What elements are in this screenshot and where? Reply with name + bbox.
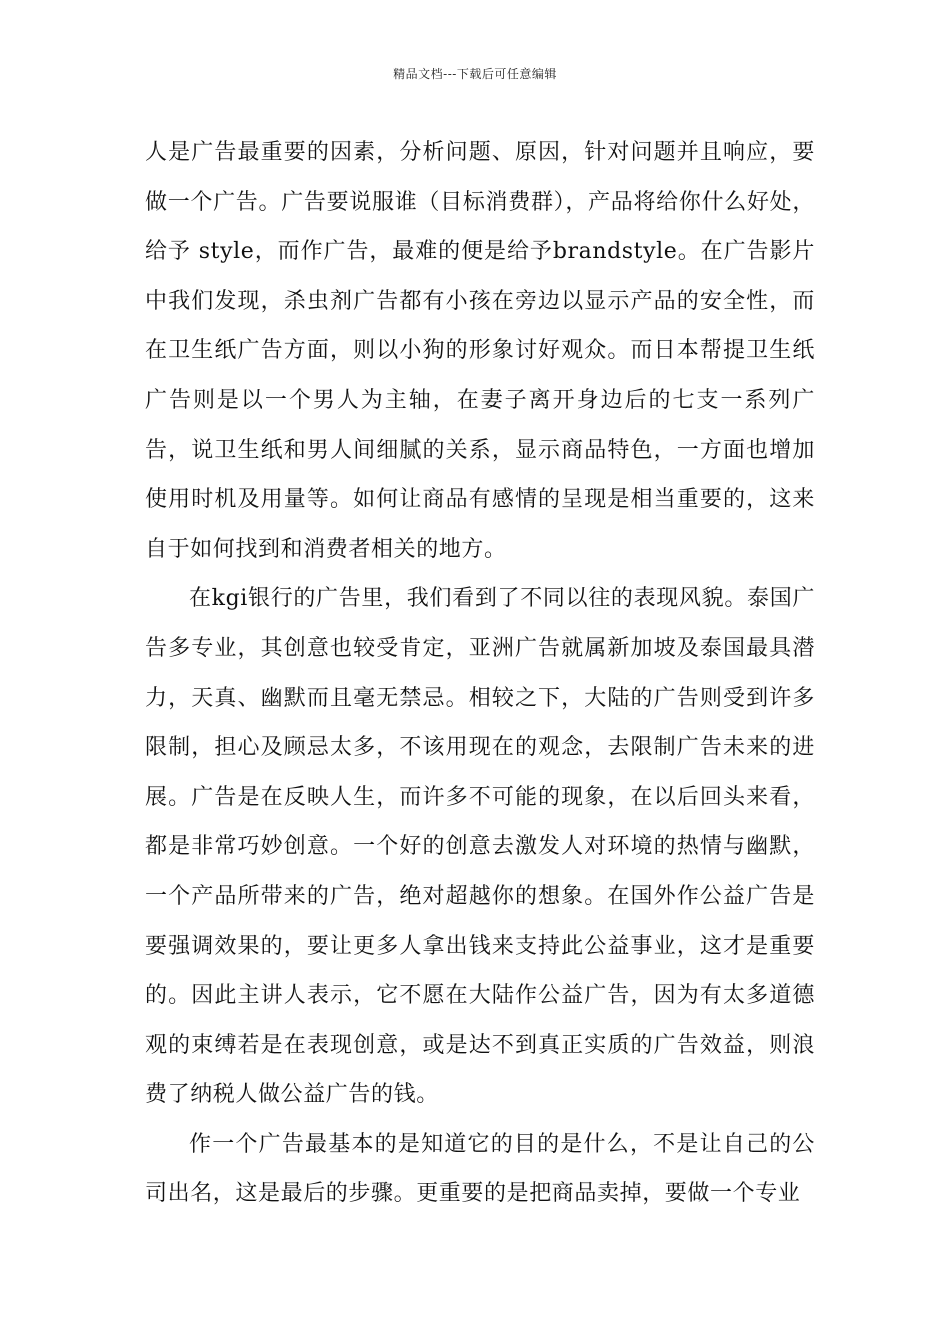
paragraph-3: 作一个广告最基本的是知道它的目的是什么，不是让自己的公司出名，这是最后的步骤。更重要的是把商品卖掉，要做一个专业 bbox=[145, 1131, 815, 1207]
paragraph-1: 人是广告最重要的因素，分析问题、原因，针对问题并且响应，要做一个广告。广告要说服谁（目标消费群），产品将给你什么好处，给予 style，而作广告，最难的便是给予brandstyle。在广告影片中我们发现，杀虫剂广告都有小孩在旁边以显示产品的安全性，而在卫生纸广告方面，则以小狗的形象讨好观众。而日本帮提卫生纸广告则是以一个男人为主轴，在妻子离开身边后的七支一系列广告，说卫生纸和男人间细腻的关系，显示商品特色，一方面也增加使用时机及用量等。如何让商品有感情的呈现是相当重要的，这来自于如何找到和消费者相关的地方。 bbox=[145, 140, 815, 562]
page-header: 精品文档---下载后可任意编辑 bbox=[393, 67, 557, 81]
paragraph-2: 在kgi银行的广告里，我们看到了不同以往的表现风貌。泰国广告多专业，其创意也较受肯定，亚洲广告就属新加坡及泰国最具潜力，天真、幽默而且毫无禁忌。相较之下，大陆的广告则受到许多限制，担心及顾忌太多，不该用现在的观念，去限制广告未来的进展。广告是在反映人生，而许多不可能的现象，在以后回头来看，都是非常巧妙创意。一个好的创意去激发人对环境的热情与幽默，一个产品所带来的广告，绝对超越你的想象。在国外作公益广告是要强调效果的，要让更多人拿出钱来支持此公益事业，这才是重要的。因此主讲人表示，它不愿在大陆作公益广告，因为有太多道德观的束缚若是在表现创意，或是达不到真正实质的广告效益，则浪费了纳税人做公益广告的钱。 bbox=[145, 586, 815, 1108]
document-body bbox=[145, 128, 815, 1219]
